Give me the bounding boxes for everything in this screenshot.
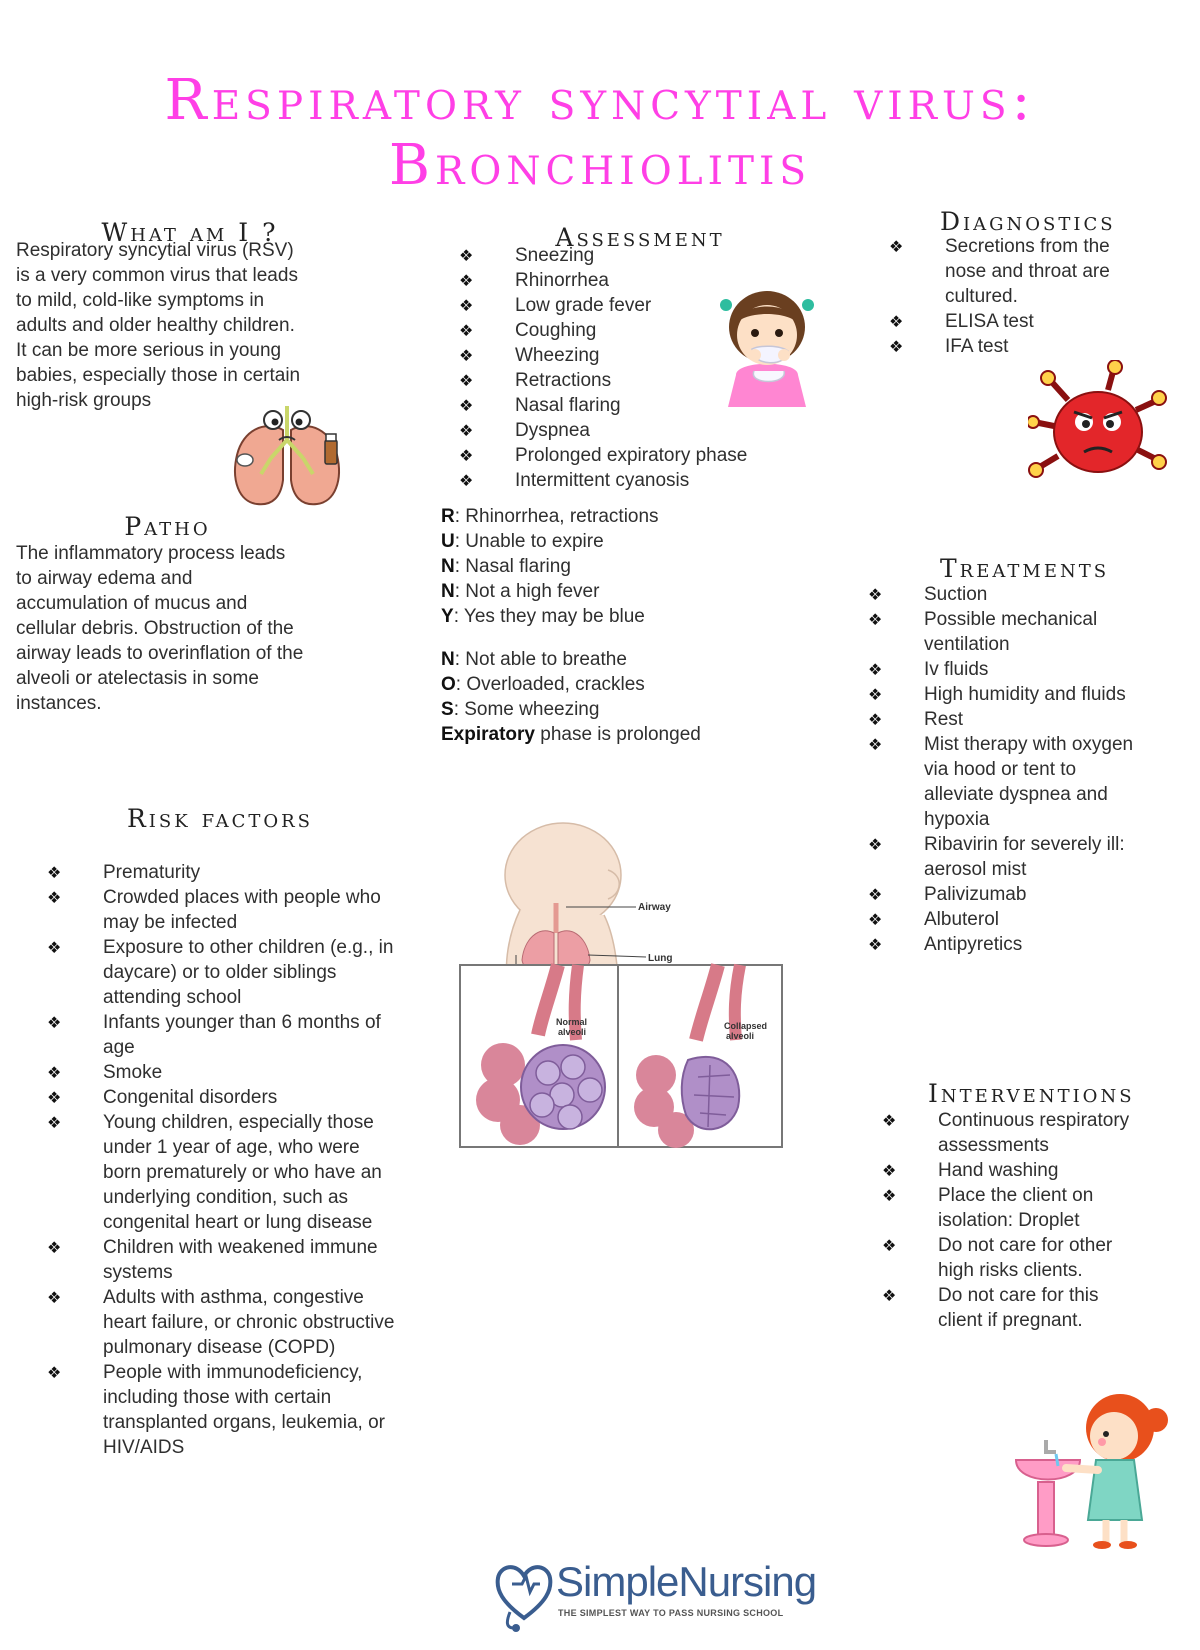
list-item-text: nose and throat are [945, 261, 1110, 282]
sneezing-girl-illustration [708, 275, 826, 410]
list-item-text: cultured. [945, 286, 1018, 307]
treatments-heading: Treatments [940, 554, 1110, 583]
list-item-text: Low grade fever [515, 295, 652, 316]
list-item [889, 309, 1165, 334]
list-item-text: pulmonary disease (COPD) [103, 1337, 336, 1358]
list-item-text: assessments [938, 1135, 1049, 1156]
list-item-text: Suction [924, 584, 988, 605]
list-item-text: Secretions from the [945, 236, 1110, 257]
airway-label: Airway [638, 902, 671, 913]
list-item [459, 243, 815, 268]
lung-label: Lung [648, 953, 673, 964]
list-item-text: Mist therapy with oxygen [924, 734, 1134, 755]
list-item [47, 1010, 433, 1060]
bullet-icon: ❖ [459, 346, 474, 365]
list-item [882, 1183, 1178, 1233]
bullet-icon: ❖ [47, 1063, 62, 1082]
mnemonic-letter: S [441, 699, 454, 720]
mnemonic-letter: U [441, 531, 455, 552]
bullet-icon: ❖ [868, 660, 883, 679]
list-item-text: may be infected [103, 912, 238, 933]
bullet-icon: ❖ [47, 1113, 62, 1132]
bullet-icon: ❖ [868, 585, 883, 604]
text-line: to airway edema and [16, 568, 193, 589]
bullet-icon: ❖ [889, 337, 904, 356]
text-line: Respiratory syncytial virus (RSV) [16, 240, 294, 261]
list-item-text: Young children, especially those [103, 1112, 374, 1133]
text-line: accumulation of mucus and [16, 593, 248, 614]
collapsed-alveoli-label-2: alveoli [726, 1031, 755, 1041]
list-item [868, 907, 1194, 932]
normal-alveoli-label-2: alveoli [558, 1027, 587, 1037]
diagnostics-list [889, 234, 1165, 359]
list-item [47, 1110, 433, 1235]
list-item-text: People with immunodeficiency, [103, 1362, 363, 1383]
mnemonic-letter: Y [441, 606, 454, 627]
bullet-icon: ❖ [47, 1088, 62, 1107]
mnemonic-letter: O [441, 674, 456, 695]
alveoli-anatomy-illustration [458, 815, 838, 1205]
page-title: Respiratory syncytial virus: Bronchiolitis [164, 68, 1036, 198]
list-item-text: Infants younger than 6 months of [103, 1012, 381, 1033]
text-line: adults and older healthy children. [16, 315, 295, 336]
list-item-text: IFA test [945, 336, 1009, 357]
list-item-text: Crowded places with people who [103, 887, 381, 908]
list-item [47, 1285, 433, 1360]
list-item [868, 732, 1194, 832]
list-item-text: High humidity and fluids [924, 684, 1126, 705]
mnemonic-row [441, 647, 801, 672]
bullet-icon: ❖ [47, 863, 62, 882]
mnemonic-group-2 [441, 647, 801, 747]
list-item-text: attending school [103, 987, 242, 1008]
list-item-text: Children with weakened immune [103, 1237, 378, 1258]
list-item [882, 1158, 1178, 1183]
heart-stethoscope-icon [492, 1554, 556, 1634]
mnemonic-text: : Unable to expire [454, 531, 604, 552]
text-line: cellular debris. Obstruction of the [16, 618, 294, 639]
text-line: high-risk groups [16, 390, 152, 411]
bullet-icon: ❖ [47, 938, 62, 957]
list-item [47, 1235, 433, 1285]
bullet-icon: ❖ [459, 396, 474, 415]
list-item [868, 832, 1194, 882]
mnemonic-row [441, 672, 801, 697]
bullet-icon: ❖ [459, 371, 474, 390]
bullet-icon: ❖ [889, 312, 904, 331]
patho-heading: Patho [124, 512, 211, 541]
list-item-text: under 1 year of age, who were [103, 1137, 360, 1158]
list-item-text: Albuterol [924, 909, 999, 930]
list-item-text: Do not care for this [938, 1285, 1099, 1306]
text-line: is a very common virus that leads [16, 265, 298, 286]
list-item-text: aerosol mist [924, 859, 1027, 880]
text-line: It can be more serious in young [16, 340, 282, 361]
bullet-icon: ❖ [47, 1363, 62, 1382]
bullet-icon: ❖ [889, 237, 904, 256]
diagnostics-heading: Diagnostics [940, 207, 1116, 236]
list-item-text: born prematurely or who have an [103, 1162, 382, 1183]
list-item-text: including those with certain [103, 1387, 332, 1408]
text-line: babies, especially those in certain [16, 365, 301, 386]
mnemonic-letter: N [441, 649, 455, 670]
list-item-text: Intermittent cyanosis [515, 470, 690, 491]
list-item-text: Rhinorrhea [515, 270, 609, 291]
bullet-icon: ❖ [868, 885, 883, 904]
list-item [868, 682, 1194, 707]
bullet-icon: ❖ [459, 246, 474, 265]
list-item-text: Continuous respiratory [938, 1110, 1130, 1131]
list-item-text: daycare) or to older siblings [103, 962, 337, 983]
list-item-text: hypoxia [924, 809, 990, 830]
list-item-text: ELISA test [945, 311, 1034, 332]
bullet-icon: ❖ [882, 1161, 897, 1180]
list-item-text: Hand washing [938, 1160, 1059, 1181]
list-item-text: underlying condition, such as [103, 1187, 349, 1208]
bullet-icon: ❖ [459, 471, 474, 490]
text-line: to mild, cold-like symptoms in [16, 290, 265, 311]
list-item-text: congenital heart or lung disease [103, 1212, 373, 1233]
list-item [868, 882, 1194, 907]
list-item [882, 1108, 1178, 1158]
mnemonic-letter: Expiratory [441, 724, 535, 745]
bullet-icon: ❖ [459, 271, 474, 290]
bullet-icon: ❖ [882, 1111, 897, 1130]
collapsed-alveoli-label-1: Collapsed [724, 1021, 768, 1031]
bullet-icon: ❖ [459, 296, 474, 315]
list-item-text: Congenital disorders [103, 1087, 278, 1108]
bullet-icon: ❖ [868, 710, 883, 729]
list-item-text: Prematurity [103, 862, 201, 883]
mnemonic-row [441, 697, 801, 722]
list-item-text: Retractions [515, 370, 612, 391]
list-item-text: systems [103, 1262, 173, 1283]
list-item-text: isolation: Droplet [938, 1210, 1080, 1231]
list-item [889, 334, 1165, 359]
mnemonic-row [441, 504, 801, 529]
list-item-text: Smoke [103, 1062, 163, 1083]
mnemonic-letter: N [441, 556, 455, 577]
list-item [459, 468, 815, 493]
bullet-icon: ❖ [868, 835, 883, 854]
list-item-text: age [103, 1037, 135, 1058]
mnemonic-row [441, 529, 801, 554]
lungs-illustration [225, 400, 350, 510]
bullet-icon: ❖ [868, 910, 883, 929]
list-item [47, 1085, 433, 1110]
risk-factors-heading: Risk factors [126, 804, 313, 833]
bullet-icon: ❖ [459, 446, 474, 465]
list-item [47, 1360, 433, 1460]
assessment-heading: Assessment [555, 223, 725, 252]
bullet-icon: ❖ [868, 735, 883, 754]
normal-alveoli-label-1: Normal [556, 1017, 588, 1027]
handwashing-girl-illustration [1010, 1390, 1170, 1550]
list-item [868, 707, 1194, 732]
list-item-text: Wheezing [515, 345, 600, 366]
simplenursing-logo [492, 1554, 817, 1634]
list-item [47, 935, 433, 1010]
what-am-i-text [16, 238, 346, 413]
mnemonic-text: : Not a high fever [454, 581, 600, 602]
list-item-text: Nasal flaring [515, 395, 621, 416]
bullet-icon: ❖ [882, 1186, 897, 1205]
risk-factors-list [47, 860, 433, 1460]
treatments-list [868, 582, 1194, 957]
list-item-text: Ribavirin for severely ill: [924, 834, 1125, 855]
what-am-i-heading: What am I ? [101, 218, 279, 247]
list-item-text: high risks clients. [938, 1260, 1083, 1281]
list-item-text: Prolonged expiratory phase [515, 445, 748, 466]
mnemonic-text: : Yes they may be blue [453, 606, 645, 627]
mnemonic-row [441, 554, 801, 579]
list-item-text: Coughing [515, 320, 597, 341]
list-item [868, 657, 1194, 682]
list-item [868, 582, 1194, 607]
list-item-text: Sneezing [515, 245, 595, 266]
bullet-icon: ❖ [459, 321, 474, 340]
bullet-icon: ❖ [47, 1288, 62, 1307]
interventions-heading: Interventions [928, 1079, 1135, 1108]
mnemonic-row [441, 722, 801, 747]
list-item [868, 607, 1194, 657]
list-item [47, 860, 433, 885]
list-item-text: Adults with asthma, congestive [103, 1287, 364, 1308]
bullet-icon: ❖ [47, 1013, 62, 1032]
list-item-text: alleviate dyspnea and [924, 784, 1108, 805]
list-item [459, 418, 815, 443]
bullet-icon: ❖ [47, 1238, 62, 1257]
mnemonic-row [441, 579, 801, 604]
mnemonic-text: : Overloaded, crackles [455, 674, 645, 695]
mnemonic-text: phase is prolonged [534, 724, 701, 745]
list-item [882, 1233, 1178, 1283]
bullet-icon: ❖ [868, 935, 883, 954]
list-item [47, 885, 433, 935]
list-item-text: Do not care for other [938, 1235, 1113, 1256]
text-line: The inflammatory process leads [16, 543, 286, 564]
list-item-text: Rest [924, 709, 964, 730]
mnemonic-group-1 [441, 504, 801, 629]
text-line: alveoli or atelectasis in some [16, 668, 259, 689]
list-item [889, 234, 1165, 309]
list-item-text: ventilation [924, 634, 1010, 655]
interventions-list [882, 1108, 1178, 1333]
brand-tagline: THE SIMPLEST WAY TO PASS NURSING SCHOOL [558, 1608, 784, 1618]
text-line: instances. [16, 693, 102, 714]
bullet-icon: ❖ [47, 888, 62, 907]
bullet-icon: ❖ [868, 685, 883, 704]
list-item-text: HIV/AIDS [103, 1437, 185, 1458]
list-item-text: via hood or tent to [924, 759, 1077, 780]
list-item [882, 1283, 1178, 1333]
list-item-text: Palivizumab [924, 884, 1027, 905]
list-item-text: transplanted organs, leukemia, or [103, 1412, 385, 1433]
list-item-text: heart failure, or chronic obstructive [103, 1312, 395, 1333]
bullet-icon: ❖ [459, 421, 474, 440]
list-item [868, 932, 1194, 957]
list-item [459, 443, 815, 468]
text-line: airway leads to overinflation of the [16, 643, 304, 664]
bullet-icon: ❖ [882, 1236, 897, 1255]
list-item-text: Exposure to other children (e.g., in [103, 937, 394, 958]
mnemonic-text: : Not able to breathe [454, 649, 627, 670]
mnemonic-text: : Nasal flaring [454, 556, 571, 577]
list-item-text: Antipyretics [924, 934, 1023, 955]
mnemonic-text: : Rhinorrhea, retractions [454, 506, 659, 527]
brand-name: SimpleNursing [556, 1558, 817, 1605]
list-item-text: Iv fluids [924, 659, 989, 680]
list-item [47, 1060, 433, 1085]
virus-illustration [1028, 360, 1168, 490]
list-item-text: Dyspnea [515, 420, 590, 441]
mnemonic-letter: N [441, 581, 455, 602]
list-item-text: client if pregnant. [938, 1310, 1083, 1331]
bullet-icon: ❖ [882, 1286, 897, 1305]
patho-text [16, 541, 356, 716]
list-item-text: Possible mechanical [924, 609, 1098, 630]
mnemonic-row [441, 604, 801, 629]
mnemonic-letter: R [441, 506, 455, 527]
list-item-text: Place the client on [938, 1185, 1094, 1206]
mnemonic-text: : Some wheezing [453, 699, 600, 720]
bullet-icon: ❖ [868, 610, 883, 629]
